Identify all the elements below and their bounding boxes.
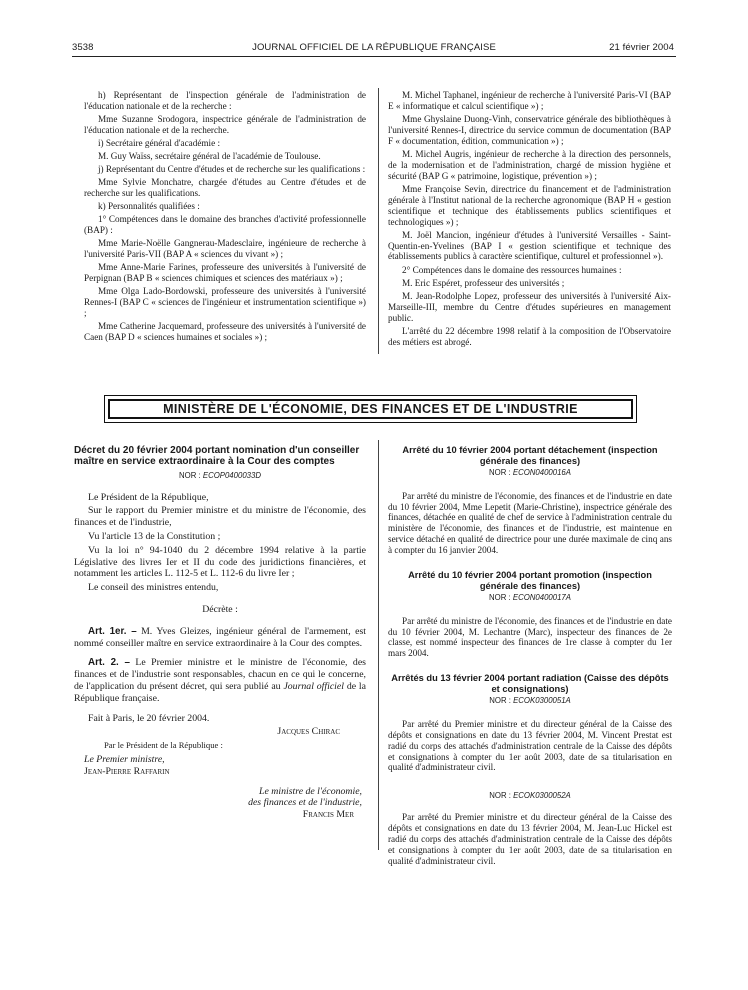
paragraph: Le Président de la République,: [88, 491, 209, 503]
paragraph: M. Guy Waïss, secrétaire général de l'académie de Toulouse.: [98, 151, 321, 162]
arrete-block: [388, 673, 672, 773]
arrete-block: [388, 445, 672, 556]
pm-title: Le Premier ministre,: [84, 753, 165, 765]
paragraph: M. Jean-Rodolphe Lopez, professeur des universités à l'université Aix-Marseille-III, membre du Centre d'études supérieures en management public.: [388, 290, 671, 323]
paragraph: M. Michel Augris, ingénieur de recherche à la direction des personnels, de la modernisation et de l'administration, chargé de mission hygiène et sécurité (BAP G « patrimoine, logistique, prévention ») ;: [388, 148, 671, 181]
top-right-column: [388, 90, 671, 350]
top-left-column: [84, 90, 366, 345]
paragraph: 1° Compétences dans le domaine des branches d'activité professionnelle (BAP) :: [84, 214, 366, 236]
paragraph: Mme Anne-Marie Farines, professeure des universités à l'université de Perpignan (BAP B « sciences chimiques et sciences des matériaux ») ;: [84, 262, 366, 284]
paragraph: L'arrêté du 22 décembre 1998 relatif à la composition de l'Observatoire des métiers est abrogé.: [388, 325, 671, 347]
paragraph: Vu la loi n° 94-1040 du 2 décembre 1994 relative à la partie Législative des livres Ier et II du code des juridictions financières, et notamment les articles L. 112-5 et L. 112-6 du livre Ier ;: [74, 544, 366, 580]
column-divider: [378, 440, 379, 850]
header-rule: [72, 56, 676, 57]
arrete-nor: NOR : ECOK0300051A: [489, 695, 571, 705]
ministry-title: MINISTÈRE DE L'ÉCONOMIE, DES FINANCES ET DE L'INDUSTRIE: [163, 402, 578, 416]
issue-date: 21 février 2004: [609, 42, 674, 53]
decret-block: [74, 445, 366, 823]
arrete-title: Arrêtés du 13 février 2004 portant radiation (Caisse des dépôts et consignations): [391, 673, 669, 695]
decret-title: Décret du 20 février 2004 portant nomination d'un conseiller maître en service extraordinaire à la Cour des comptes: [74, 445, 360, 468]
decret-nor: NOR : ECOP0400033D: [179, 470, 261, 480]
article-2: Art. 2. – Le Premier ministre et le ministre de l'économie, des finances et de l'industrie sont responsables, chacun en ce qui le concerne, de l'application du présent décret, qui sera publié au Journal officiel de la République française.: [74, 657, 367, 704]
paragraph: Mme Marie-Noëlle Gangnerau-Madesclaire, ingénieure de recherche à l'université Paris-VII (BAP A « sciences du vivant ») ;: [84, 238, 366, 260]
arrete-body: Par arrêté du Premier ministre et du directeur général de la Caisse des dépôts et consignations en date du 13 février 2004, M. Jean-Luc Hickel est radié du corps des attachés d'administration centrale de la Caisse des dépôts et consignations à compter du 1er août 2003, date de sa titularisation en qualité d'administrateur civil.: [388, 812, 672, 866]
arrete-body: Par arrêté du ministre de l'économie, des finances et de l'industrie en date du 10 février 2004, M. Lechantre (Marc), inspecteur des finances de 2e classe, est nommé inspecteur des finances de 1re classe à compter du 1er mars 2004.: [388, 615, 672, 659]
page-number: 3538: [72, 42, 94, 53]
pm-name: Jean-Pierre Raffarin: [84, 765, 170, 777]
done-at: Fait à Paris, le 20 février 2004.: [88, 712, 210, 724]
paragraph: Mme Suzanne Srodogora, inspectrice générale de l'administration de l'éducation nationale et de la recherche.: [84, 114, 366, 135]
by-president: Par le Président de la République :: [104, 740, 223, 751]
paragraph: Sur le rapport du Premier ministre et du ministre de l'économie, des finances et de l'industrie,: [74, 505, 366, 529]
decret-body: [74, 492, 366, 821]
paragraph: M. Eric Espéret, professeur des universités ;: [402, 277, 565, 288]
arrete-nor: NOR : ECON0400016A: [489, 467, 571, 477]
paragraph: k) Personnalités qualifiées :: [98, 201, 200, 212]
article-1: Art. 1er. – M. Yves Gleizes, ingénieur général de l'armement, est nommé conseiller maître en service extraordinaire à la Cour des comptes.: [74, 625, 366, 649]
arrete-body: Par arrêté du ministre de l'économie, des finances et de l'industrie en date du 10 février 2004, Mme Lepetit (Marie-Christine), inspectrice générale des finances, détachée en qualité de chef de service à l'administration centrale du ministère de l'économie, des finances et de l'industrie, est maintenue en service détaché en qualité de directrice pour une durée maximale de cinq ans à compter du 16 janvier 2004.: [388, 490, 672, 556]
arrete-nor: NOR : ECON0400017A: [489, 592, 571, 602]
arrete-body: Par arrêté du Premier ministre et du directeur général de la Caisse des dépôts et consignations en date du 13 février 2004, M. Vincent Prestat est radié du corps des attachés d'administration centrale de la Caisse des dépôts et consignations à compter du 1er août 2003, date de sa titularisation en qualité d'administrateur civil.: [388, 718, 672, 773]
paragraph: h) Représentant de l'inspection générale de l'administration de l'éducation nationale et de la recherche :: [84, 90, 366, 111]
paragraph: Mme Françoise Sevin, directrice du financement et de l'administration générale à l'Institut national de la recherche agronomique (BAP H « gestion scientifique et technique des établissements publics scientifiques et technologiques ») ;: [388, 183, 671, 227]
ministry-banner: [104, 395, 637, 423]
paragraph: i) Secrétaire général d'académie :: [98, 138, 221, 148]
paragraph: 2° Compétences dans le domaine des ressources humaines :: [402, 264, 622, 275]
paragraph: Mme Sylvie Monchatre, chargée d'études au Centre d'études et de recherche sur les qualifications.: [84, 177, 366, 199]
paragraph: Mme Ghyslaine Duong-Vinh, conservatrice générale des bibliothèques à l'université Rennes-I, directrice du service commun de documentation (BAP F « documentation, édition, communication ») ;: [388, 114, 671, 146]
arrete-title: Arrêté du 10 février 2004 portant détachement (inspection générale des finances): [402, 445, 658, 466]
arrete-block: [388, 570, 672, 659]
paragraph: Le conseil des ministres entendu,: [88, 582, 219, 594]
arrete-nor: NOR : ECOK0300052A: [489, 791, 571, 801]
journal-title: JOURNAL OFFICIEL DE LA RÉPUBLIQUE FRANÇAISE: [252, 42, 496, 53]
column-divider: [378, 88, 379, 354]
minister-name: Francis Mer: [302, 809, 354, 821]
minister-title-2: des finances et de l'industrie,: [248, 797, 362, 809]
paragraph: Mme Catherine Jacquemard, professeure des universités à l'université de Caen (BAP D « sciences humaines et sociales ») ;: [84, 321, 366, 343]
paragraph: M. Michel Taphanel, ingénieur de recherche à l'université Paris-VI (BAP E « informatique et calcul scientifique ») ;: [388, 90, 671, 111]
paragraph: j) Représentant du Centre d'études et de recherche sur les qualifications :: [98, 164, 366, 175]
arrete-title: Arrêté du 10 février 2004 portant promotion (inspection générale des finances): [408, 570, 652, 591]
paragraph: Vu l'article 13 de la Constitution ;: [88, 530, 221, 542]
arrete-column: [388, 445, 672, 867]
arrete-block: [388, 791, 672, 867]
paragraph: Mme Olga Lado-Bordowski, professeure des universités à l'université Rennes-I (BAP C « sciences de l'ingénieur et instrumentation scientifique ») ;: [84, 286, 366, 319]
minister-title-1: Le ministre de l'économie,: [259, 785, 362, 797]
paragraph: M. Joël Mancion, ingénieur d'études à l'université Versailles - Saint-Quentin-en-Yvelines (BAP I « gestion scientifique et technique des établissements publics à caractère scientifique, culturel et professionnel »).: [388, 229, 671, 262]
signature-president: Jacques Chirac: [277, 726, 340, 738]
decrete-heading: Décrète :: [202, 603, 238, 615]
